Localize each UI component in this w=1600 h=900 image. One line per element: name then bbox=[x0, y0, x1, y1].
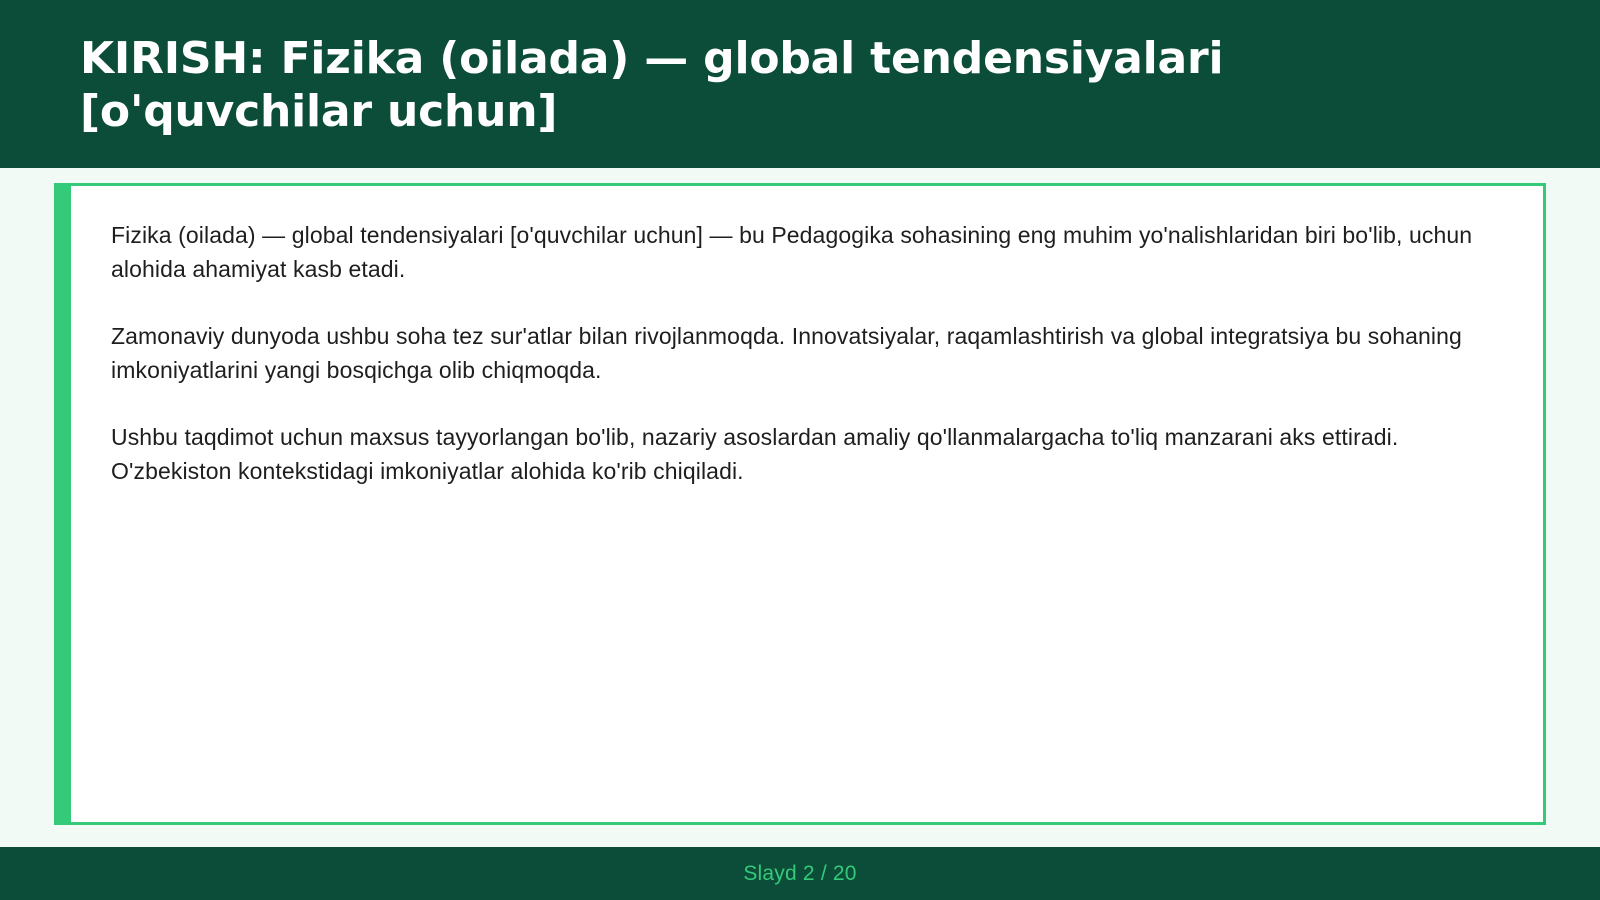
slide-counter: Slayd 2 / 20 bbox=[743, 861, 857, 885]
content-card bbox=[54, 183, 1546, 825]
slide-title: KIRISH: Fizika (oilada) — global tendensiyalari [o'quvchilar uchun] bbox=[80, 33, 1224, 137]
presentation-paragraph: Ushbu taqdimot uchun maxsus tayyorlangan bo'lib, nazariy asoslardan amaliy qo'llanmalargacha to'liq manzarani aks ettiradi. O'zbekiston kontekstidagi imkoniyatlar alohida ko'rib chiqiladi. bbox=[111, 424, 1399, 484]
trend-paragraph: Zamonaviy dunyoda ushbu soha tez sur'atlar bilan rivojlanmoqda. Innovatsiyalar, raqamlashtirish va global integratsiya bu sohaning imkoniyatlarini yangi bosqichga olib chiqmoqda. bbox=[111, 323, 1462, 383]
intro-paragraph: Fizika (oilada) — global tendensiyalari [o'quvchilar uchun] — bu Pedagogika sohasining eng muhim yo'nalishlaridan biri bo'lib, uchun alohida ahamiyat kasb etadi. bbox=[111, 222, 1473, 282]
slide-footer bbox=[0, 847, 1600, 900]
slide-header bbox=[0, 0, 1600, 168]
